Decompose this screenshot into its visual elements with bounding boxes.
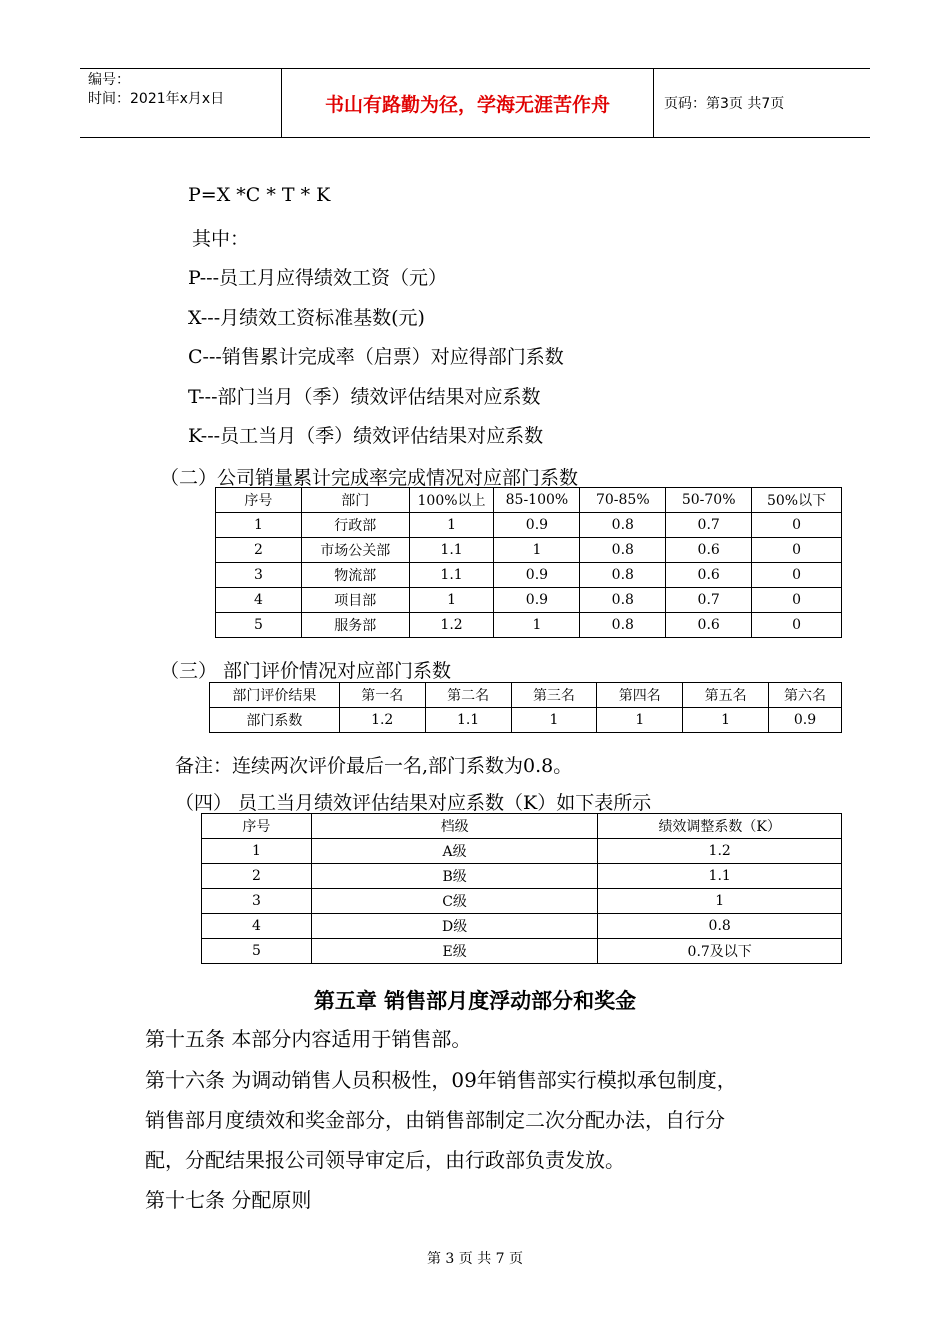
table-cell: 行政部 (301, 513, 409, 538)
employee-coefficient-table (201, 813, 842, 964)
table-header-cell: 70-85% (580, 488, 666, 513)
table-row (216, 588, 842, 613)
table-cell: 1 (598, 889, 842, 914)
header-page-info: 页码：第3页 共7页 (664, 96, 785, 112)
table-cell: 0 (752, 513, 842, 538)
table-cell: 5 (202, 939, 312, 964)
table-cell: 3 (202, 889, 312, 914)
table-cell: 0 (752, 613, 842, 638)
header-motto: 书山有路勤为径，学海无涯苦作舟 (282, 69, 654, 137)
table-cell: 0.7及以下 (598, 939, 842, 964)
table-row (202, 939, 842, 964)
table-cell: 1 (494, 538, 580, 563)
page-footer: 第 3 页 共 7 页 (426, 1251, 524, 1267)
article-line: 销售部月度绩效和奖金部分，由销售部制定二次分配办法，自行分 (145, 1108, 725, 1132)
table-cell: 1.2 (409, 613, 494, 638)
table-cell: 4 (216, 588, 302, 613)
section3-title: （三） 部门评价情况对应部门系数 (160, 660, 452, 682)
table-row (216, 538, 842, 563)
table-cell: E级 (311, 939, 598, 964)
article-line: 配，分配结果报公司领导审定后，由行政部负责发放。 (145, 1148, 625, 1172)
table-cell: 服务部 (301, 613, 409, 638)
section3-note: 备注：连续两次评价最后一名,部门系数为0.8。 (175, 755, 573, 777)
table-cell: 0.9 (494, 588, 580, 613)
table-cell: 0.9 (769, 708, 842, 733)
table-header-row (202, 814, 842, 839)
header-meta (80, 69, 282, 137)
section4-title: （四） 员工当月绩效评估结果对应系数（K）如下表所示 (175, 792, 652, 814)
section2-title: （二）公司销量累计完成率完成情况对应部门系数 (160, 467, 579, 489)
table-header-cell: 50%以下 (752, 488, 842, 513)
table-cell: D级 (311, 914, 598, 939)
table-cell: 0.8 (580, 513, 666, 538)
table-cell: 0.9 (494, 513, 580, 538)
doc-date: 时间：2021年x月x日 (88, 91, 225, 107)
table-cell: 0.6 (666, 613, 752, 638)
table-row (202, 839, 842, 864)
table-cell: 1 (409, 588, 494, 613)
dept-coefficient-table (215, 487, 842, 638)
table-cell: A级 (311, 839, 598, 864)
table-cell: 1.2 (598, 839, 842, 864)
formula-def: X---月绩效工资标准基数(元) (188, 307, 425, 329)
chapter-title: 第五章 销售部月度浮动部分和奖金 (313, 989, 637, 1013)
table-header-cell: 绩效调整系数（K） (598, 814, 842, 839)
table-header-cell: 序号 (202, 814, 312, 839)
page-header (80, 68, 870, 138)
table-cell: B级 (311, 864, 598, 889)
table-cell: 1.1 (425, 708, 511, 733)
article-line: 第十七条 分配原则 (145, 1188, 312, 1212)
table-cell: 1 (597, 708, 683, 733)
table-cell: 1 (202, 839, 312, 864)
table-header-cell: 50-70% (666, 488, 752, 513)
table-cell: 2 (202, 864, 312, 889)
table-header-cell: 档级 (311, 814, 598, 839)
table-cell: C级 (311, 889, 598, 914)
table-row (216, 563, 842, 588)
table-cell: 0 (752, 588, 842, 613)
table-cell: 1 (409, 513, 494, 538)
table-row (216, 513, 842, 538)
table-cell: 1.1 (598, 864, 842, 889)
table-header-cell: 部门 (301, 488, 409, 513)
formula-def: T---部门当月（季）绩效评估结果对应系数 (188, 386, 541, 408)
formula-where: 其中： (192, 228, 250, 250)
table-cell: 0.7 (666, 513, 752, 538)
table-header-row (216, 488, 842, 513)
table-cell: 1.1 (409, 563, 494, 588)
table-header-cell: 序号 (216, 488, 302, 513)
table-cell: 0 (752, 563, 842, 588)
table-header-cell: 85-100% (494, 488, 580, 513)
table-cell: 0.8 (598, 914, 842, 939)
formula-def: P---员工月应得绩效工资（元） (188, 267, 448, 289)
table-row (216, 613, 842, 638)
table-cell: 0.6 (666, 538, 752, 563)
table-cell: 项目部 (301, 588, 409, 613)
table-cell: 2 (216, 538, 302, 563)
table-cell: 部门系数 (210, 708, 340, 733)
table-header-cell: 100%以上 (409, 488, 494, 513)
table-cell: 1 (216, 513, 302, 538)
table-cell: 1 (494, 613, 580, 638)
table-cell: 0.8 (580, 588, 666, 613)
table-cell: 4 (202, 914, 312, 939)
table-cell: 1 (683, 708, 769, 733)
table-cell: 3 (216, 563, 302, 588)
table-header-cell: 第三名 (511, 683, 597, 708)
doc-number-label: 编号： (88, 72, 130, 88)
article-line: 第十五条 本部分内容适用于销售部。 (145, 1027, 472, 1051)
table-row (202, 889, 842, 914)
table-header-cell: 第六名 (769, 683, 842, 708)
table-cell: 市场公关部 (301, 538, 409, 563)
table-row (202, 914, 842, 939)
table-cell: 0 (752, 538, 842, 563)
table-header-cell: 部门评价结果 (210, 683, 340, 708)
table-header-cell: 第五名 (683, 683, 769, 708)
formula-def: C---销售累计完成率（启票）对应得部门系数 (188, 346, 564, 368)
formula-equation: P=X *C * T * K (188, 184, 331, 206)
table-cell: 5 (216, 613, 302, 638)
table-cell: 1.2 (339, 708, 425, 733)
table-header-cell: 第四名 (597, 683, 683, 708)
table-cell: 0.7 (666, 588, 752, 613)
table-header-row (210, 683, 842, 708)
table-header-cell: 第二名 (425, 683, 511, 708)
table-cell: 0.9 (494, 563, 580, 588)
article-line: 第十六条 为调动销售人员积极性，09年销售部实行模拟承包制度， (145, 1068, 737, 1092)
table-cell: 0.6 (666, 563, 752, 588)
table-cell: 物流部 (301, 563, 409, 588)
table-cell: 1 (511, 708, 597, 733)
table-cell: 1.1 (409, 538, 494, 563)
table-cell: 0.8 (580, 563, 666, 588)
formula-def: K---员工当月（季）绩效评估结果对应系数 (188, 425, 544, 447)
table-cell: 0.8 (580, 613, 666, 638)
table-row (210, 708, 842, 733)
table-cell: 0.8 (580, 538, 666, 563)
dept-evaluation-table (209, 682, 842, 733)
table-row (202, 864, 842, 889)
table-header-cell: 第一名 (339, 683, 425, 708)
